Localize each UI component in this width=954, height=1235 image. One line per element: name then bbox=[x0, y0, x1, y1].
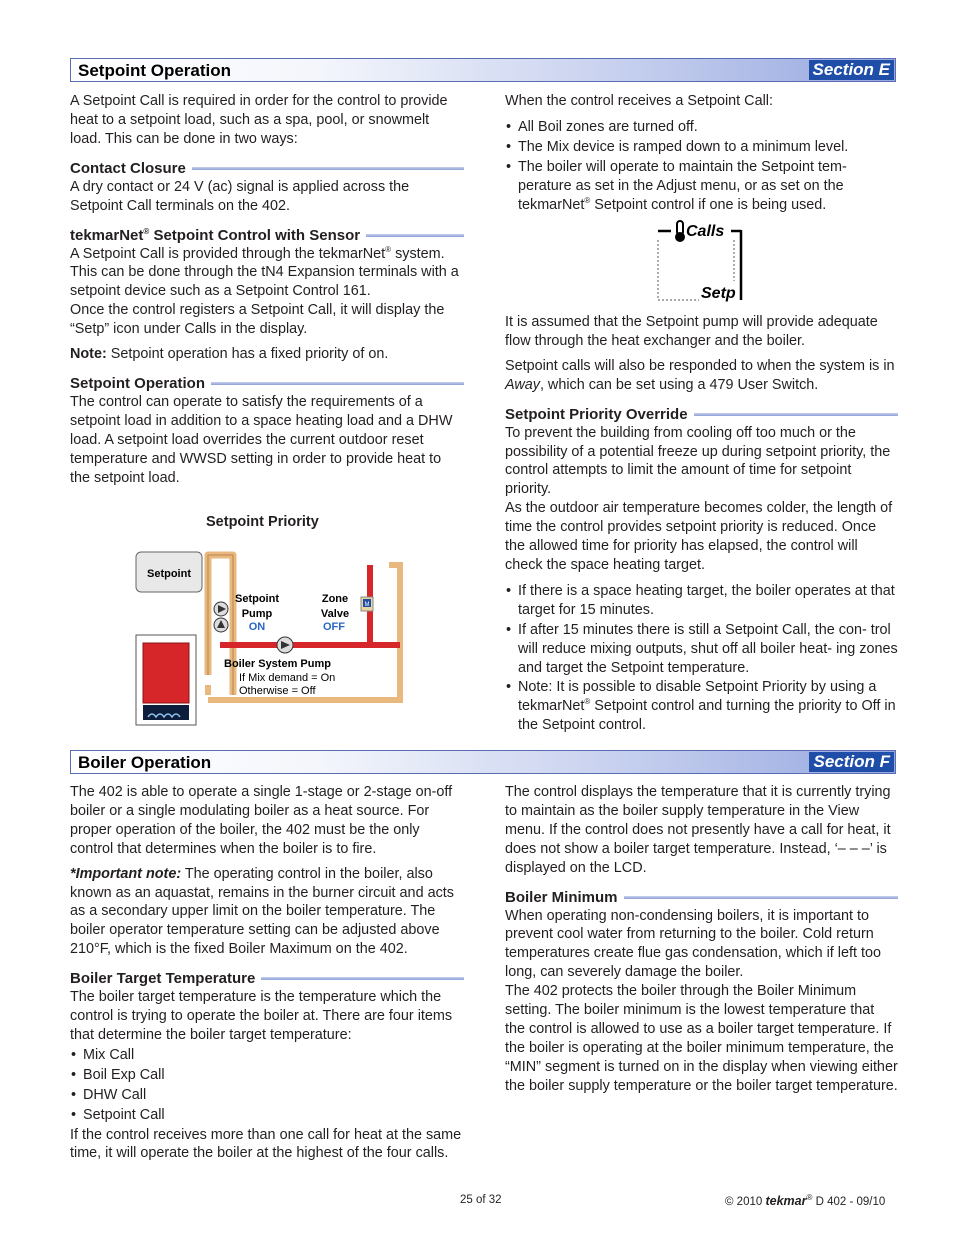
valve-label-1: Zone bbox=[321, 593, 349, 605]
receives-text: When the control receives a Setpoint Call: bbox=[505, 93, 773, 109]
boiler-left-column bbox=[70, 783, 464, 1163]
valve-badge: M bbox=[364, 602, 370, 608]
lcd-calls-label: Calls bbox=[686, 223, 725, 240]
footer-right: © 2010 tekmar® D 402 - 09/10 bbox=[725, 1193, 886, 1208]
setpoint-intro: A Setpoint Call is required in order for the control to provide heat to a setpoint load, such as a spa, pool, or snowmelt load. This can be done in two ways: bbox=[70, 93, 448, 147]
setpoint-right-column bbox=[505, 92, 898, 215]
system-pump-line1: If Mix demand = On bbox=[239, 672, 336, 684]
setpoint-right-column-lower bbox=[505, 313, 898, 736]
pump-label-2: Pump bbox=[241, 608, 273, 620]
boiler-target-heading: Boiler Target Temperature bbox=[70, 969, 464, 988]
boiler-minimum-p1: When operating non-condensing boilers, it is important to prevent cool water from returning to the boiler. Cold return temperatures create flue gas condensation, which if left too long, can severely damage the boiler. bbox=[505, 907, 881, 981]
pump-state: ON bbox=[248, 621, 266, 633]
important-note: *Important note: The operating control in the boiler, also known as an aquastat, remains in the burner circuit and acts as a secondary upper limit on the boiler temperature. The boiler operator temperature setting can be adjusted above 210°F, which is the fixed Boiler Maximum on the 402. bbox=[70, 865, 454, 958]
boiler-right-column bbox=[505, 783, 898, 1096]
boiler-target-text: The boiler target temperature is the temperature which the control is trying to operate the boiler at. There are four items that determine the boiler target temperature: bbox=[70, 989, 453, 1043]
section-tag: Section E bbox=[809, 60, 894, 80]
lcd-setp-label: Setp bbox=[701, 285, 736, 302]
list-item: • Setpoint Call bbox=[70, 1106, 464, 1125]
note-text: Note: Setpoint operation has a fixed priority of on. bbox=[70, 346, 389, 363]
setpoint-operation-heading: Setpoint Operation bbox=[70, 374, 464, 393]
registers-text: Once the control registers a Setpoint Call, it will display the “Setp” icon under Calls in the display. bbox=[70, 302, 445, 338]
setpoint-left-column bbox=[70, 92, 464, 488]
list-item: • Boil Exp Call bbox=[70, 1066, 464, 1085]
section-e-header bbox=[70, 58, 896, 82]
list-item: • DHW Call bbox=[70, 1086, 464, 1105]
setpoint-box-label: Setpoint bbox=[147, 568, 191, 580]
section-f-header bbox=[70, 750, 896, 774]
boiler-intro: The 402 is able to operate a single 1-stage or 2-stage on-off boiler or a single modulating boiler as a heat source. For proper operation of the boiler, the 402 must be the only control that determines when the boiler is to fire. bbox=[70, 784, 453, 857]
override-p2: As the outdoor air temperature becomes colder, the length of time the control provides setpoint priority is reduced. Once the allowed time for priority has elapsed, the control will check the space heating target. bbox=[505, 500, 893, 573]
system-pump-label: Boiler System Pump bbox=[224, 658, 331, 670]
multiple-calls-text: If the control receives more than one call for heat at the same time, it will operate the boiler at the highest of the four calls. bbox=[70, 1126, 462, 1162]
section-title: Setpoint Operation bbox=[78, 61, 231, 80]
sensor-text: A Setpoint Call is provided through the tekmarNet® system. This can be done through the tN4 Expansion terminals with a setpoint device such as a Setpoint Control 161. bbox=[70, 244, 459, 300]
pump-label-1: Setpoint bbox=[235, 593, 279, 605]
valve-state: OFF bbox=[323, 621, 345, 633]
away-text: Setpoint calls will also be responded to when the system is in Away, which can be set using a 479 User Switch. bbox=[505, 357, 895, 393]
diagram-title: Setpoint Priority bbox=[206, 514, 319, 530]
displays-text: The control displays the temperature that it is currently trying to maintain as the boiler supply temperature in the View menu. If the control does not presently have a call for heat, it does not show a boiler target temperature. Instead, ‘– – –’ is displayed on the LCD. bbox=[505, 784, 891, 876]
list-item: • Note: It is possible to disable Setpoint Priority by using a tekmarNet® Setpoint control and turning the priority to Off in the Setpoint control. bbox=[505, 678, 898, 735]
override-p1: To prevent the building from cooling off too much or the possibility of a potential freeze up during setpoint priority, the control attempts to limit the amount of time for setpoint priority. bbox=[505, 424, 891, 498]
list-item: • If there is a space heating target, the boiler operates at that target for 15 minutes. bbox=[505, 582, 898, 620]
section-title: Boiler Operation bbox=[78, 753, 212, 772]
boiler-minimum-heading: Boiler Minimum bbox=[505, 888, 898, 907]
setpoint-priority-diagram bbox=[130, 545, 410, 730]
lcd-calls-setp-graphic bbox=[655, 218, 750, 304]
section-tag: Section F bbox=[809, 752, 894, 772]
boiler-minimum-p2: The 402 protects the boiler through the Boiler Minimum setting. The boiler minimum is the lowest temperature that the control is allowed to use as a boiler target temperature. If the boiler is operating at the boiler minimum temperature, the “MIN” segment is turned on in the display when viewing either the boiler supply temperature or the boiler target temperature. bbox=[505, 983, 898, 1094]
system-pump-line2: Otherwise = Off bbox=[239, 685, 316, 697]
list-item: • The Mix device is ramped down to a minimum level. bbox=[505, 138, 898, 157]
tekmar-logo: tekmar bbox=[765, 1194, 807, 1208]
valve-label-2: Valve bbox=[320, 608, 350, 620]
list-item: • Mix Call bbox=[70, 1046, 464, 1065]
page-number: 25 of 32 bbox=[460, 1194, 502, 1206]
sensor-heading: tekmarNet® Setpoint Control with Sensor bbox=[70, 226, 464, 245]
list-item: • All Boil zones are turned off. bbox=[505, 118, 898, 137]
list-item: • If after 15 minutes there is still a Setpoint Call, the con- trol will reduce mixing outputs, shut off all boiler heat- ing zones and target the Setpoint temperature. bbox=[505, 621, 898, 678]
contact-closure-text: A dry contact or 24 V (ac) signal is applied across the Setpoint Call terminals on the 402. bbox=[70, 178, 410, 214]
list-item: • The boiler will operate to maintain the Setpoint tem- perature as set in the Adjust menu, or as set on the tekmarNet® Setpoint control if one is being used. bbox=[505, 158, 898, 215]
assumed-text: It is assumed that the Setpoint pump will provide adequate flow through the heat exchanger and the boiler. bbox=[505, 314, 878, 349]
contact-closure-heading: Contact Closure bbox=[70, 159, 464, 178]
setpoint-operation-text: The control can operate to satisfy the requirements of a setpoint load in addition to a space heating load and a DHW load. A setpoint load overrides the current outdoor reset temperature and WWSD setting in order to provide heat to the setpoint load. bbox=[70, 393, 453, 486]
override-heading: Setpoint Priority Override bbox=[505, 405, 898, 424]
